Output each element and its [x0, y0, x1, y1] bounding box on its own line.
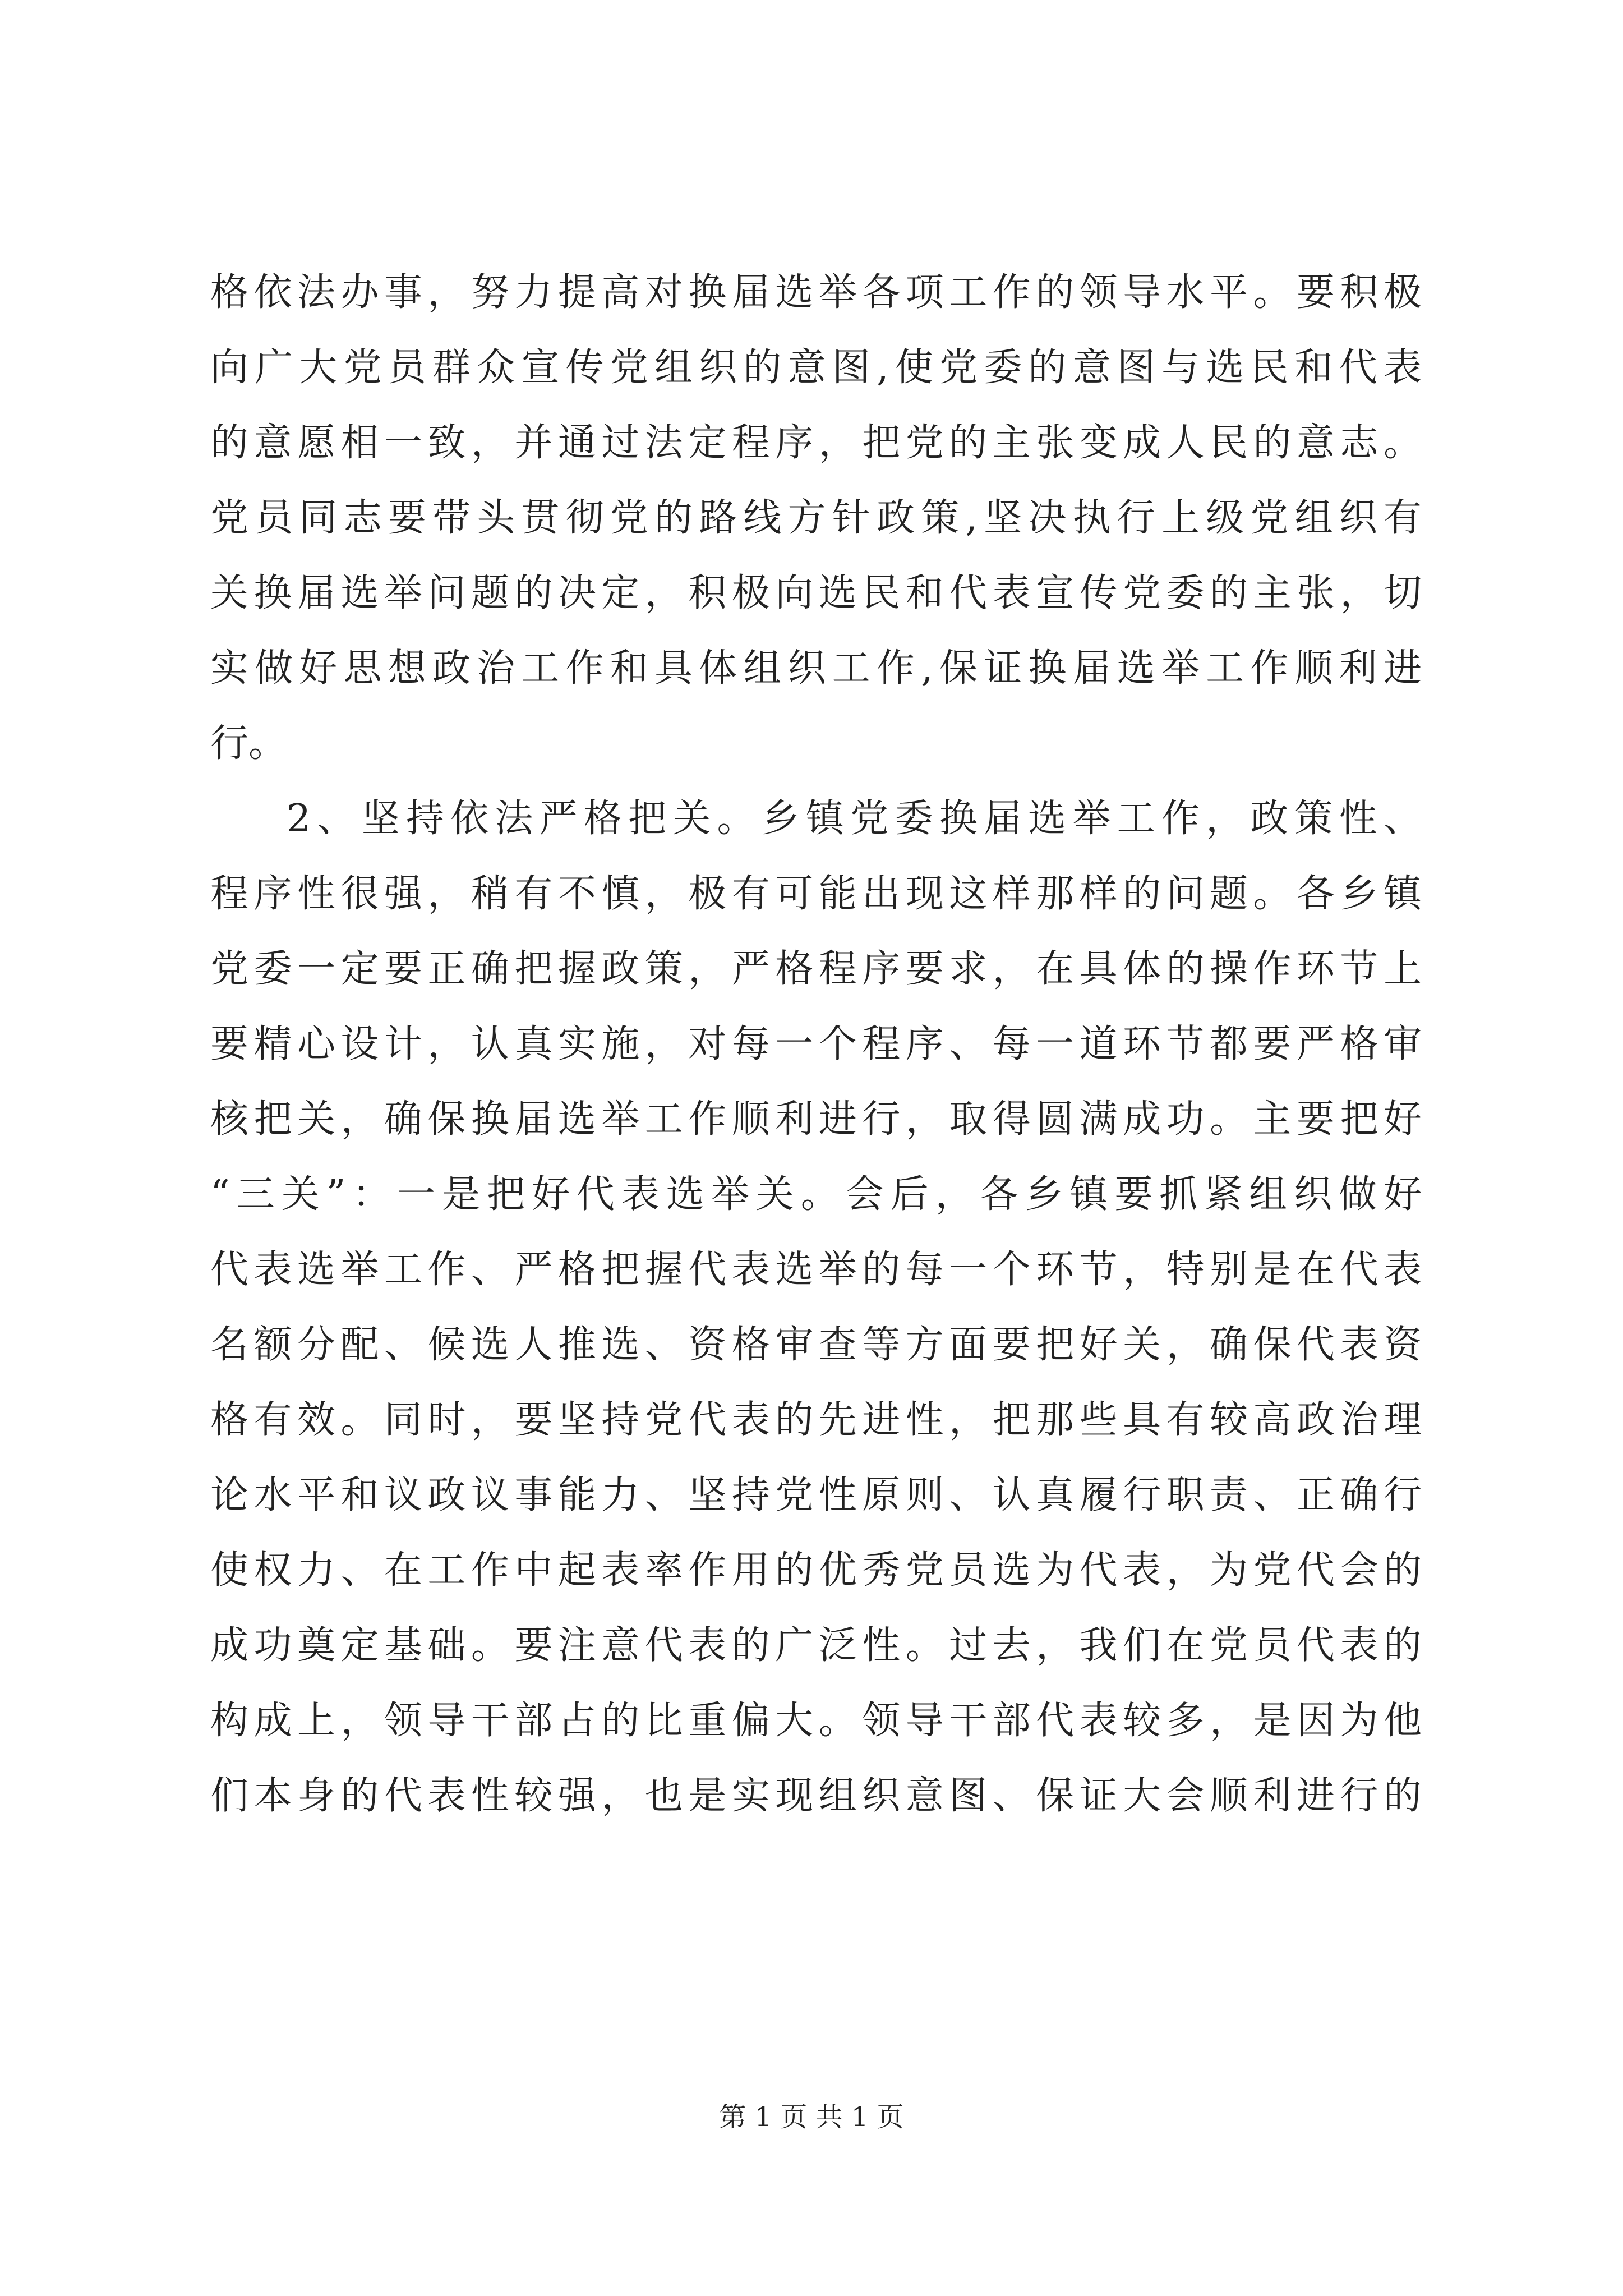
text-line: 党员同志要带头贯彻党的路线方针政策,坚决执行上级党组织有 — [210, 496, 1422, 540]
text-line: 使权力、在工作中起表率作用的优秀党员选为代表，为党代会的 — [210, 1548, 1422, 1593]
text-line: 论水平和议政议事能力、坚持党性原则、认真履行职责、正确行 — [210, 1473, 1422, 1517]
text-line: 程序性很强，稍有不慎，极有可能出现这样那样的问题。各乡镇 — [210, 872, 1422, 916]
text-line: 要精心设计，认真实施，对每一个程序、每一道环节都要严格审 — [210, 1022, 1422, 1066]
text-line: 格有效。同时，要坚持党代表的先进性，把那些具有较高政治理 — [210, 1398, 1422, 1442]
text-line: 代表选举工作、严格把握代表选举的每一个环节，特别是在代表 — [210, 1248, 1422, 1292]
text-line: 向广大党员群众宣传党组织的意图,使党委的意图与选民和代表 — [210, 346, 1422, 390]
body-text — [210, 255, 1422, 1834]
text-line: 行。 — [210, 721, 287, 766]
text-line: 关换届选举问题的决定，积极向选民和代表宣传党委的主张，切 — [210, 571, 1422, 615]
text-line: 成功奠定基础。要注意代表的广泛性。过去，我们在党员代表的 — [210, 1623, 1422, 1668]
text-line: 核把关，确保换届选举工作顺利进行，取得圆满成功。主要把好 — [210, 1097, 1422, 1142]
text-line: 的意愿相一致，并通过法定程序，把党的主张变成人民的意志。 — [210, 421, 1422, 465]
text-line: 实做好思想政治工作和具体组织工作,保证换届选举工作顺利进 — [210, 646, 1422, 691]
text-line: 构成上，领导干部占的比重偏大。领导干部代表较多，是因为他 — [210, 1699, 1422, 1743]
text-line: 格依法办事，努力提高对换届选举各项工作的领导水平。要积极 — [210, 270, 1422, 315]
text-line: 们本身的代表性较强，也是实现组织意图、保证大会顺利进行的 — [210, 1774, 1422, 1818]
text-line: 党委一定要正确把握政策，严格程序要求，在具体的操作环节上 — [210, 947, 1422, 991]
text-line: “三关”：一是把好代表选举关。会后，各乡镇要抓紧组织做好 — [210, 1172, 1422, 1217]
page-footer: 第 1 页 共 1 页 — [719, 2101, 904, 2133]
text-line: 名额分配、候选人推选、资格审查等方面要把好关，确保代表资 — [210, 1323, 1422, 1367]
paragraph-first-line: 2、坚持依法严格把关。乡镇党委换届选举工作，政策性、 — [287, 797, 1422, 841]
